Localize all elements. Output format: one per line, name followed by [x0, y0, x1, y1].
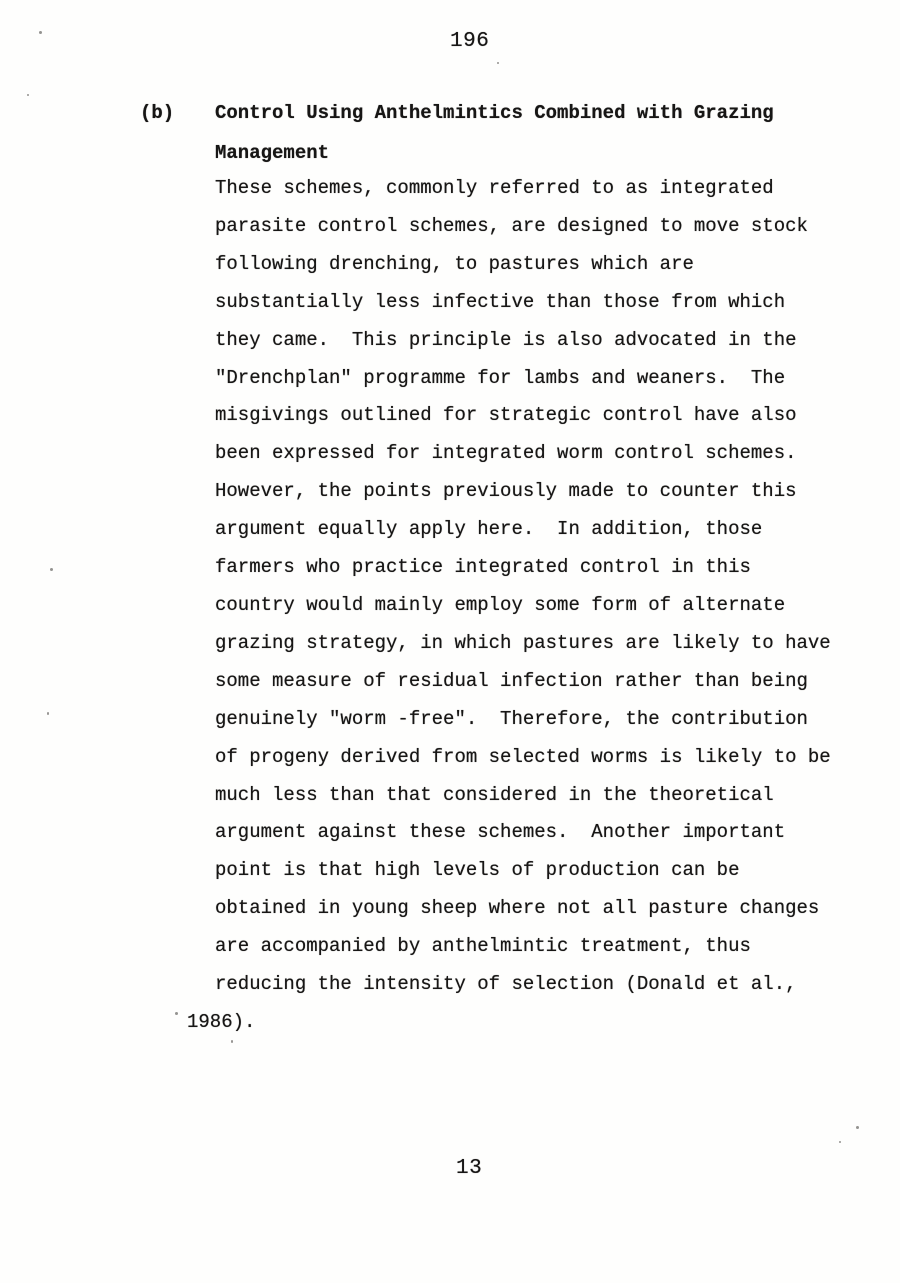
body-line: genuinely "worm -free". Therefore, the contribution [215, 707, 808, 730]
body-line: reducing the intensity of selection (Donald et al., [215, 973, 797, 996]
section-heading-line-1: Control Using Anthelmintics Combined with Grazing [215, 102, 774, 124]
body-line: misgivings outlined for strategic control have also [215, 404, 797, 427]
body-line: point is that high levels of production can be [215, 859, 740, 882]
body-line: they came. This principle is also advocated in the [215, 328, 797, 351]
body-line: are accompanied by anthelmintic treatment, thus [215, 935, 751, 958]
section-heading [215, 93, 774, 173]
body-line: "Drenchplan" programme for lambs and weaners. The [215, 366, 786, 389]
scan-speck [50, 568, 53, 571]
scan-speck [497, 62, 499, 64]
body-line: country would mainly employ some form of alternate [215, 593, 786, 616]
body-line: obtained in young sheep where not all pasture changes [215, 897, 820, 920]
body-line: of progeny derived from selected worms is likely to be [215, 745, 831, 768]
scan-speck [47, 712, 49, 715]
section-label: (b) [140, 102, 175, 124]
body-line: These schemes, commonly referred to as integrated [215, 177, 774, 199]
body-paragraph [187, 170, 875, 1042]
body-line: grazing strategy, in which pastures are likely to have [215, 631, 831, 654]
body-line: some measure of residual infection rather than being [215, 669, 808, 692]
body-line: farmers who practice integrated control in this [215, 556, 751, 579]
page-number-top: 196 [450, 30, 490, 53]
body-line: substantially less infective than those from which [215, 290, 786, 313]
body-line: following drenching, to pastures which are [215, 252, 694, 275]
scan-speck [231, 1040, 233, 1043]
page-number-bottom: 13 [456, 1157, 483, 1180]
body-line: argument against these schemes. Another important [215, 821, 786, 844]
scan-speck [39, 31, 42, 34]
body-line: However, the points previously made to counter this [215, 480, 797, 503]
body-line: parasite control schemes, are designed to move stock [215, 214, 808, 237]
section-b [140, 93, 774, 173]
body-line: been expressed for integrated worm control schemes. [215, 442, 797, 465]
body-line: argument equally apply here. In addition, those [215, 518, 763, 541]
scan-speck [27, 94, 29, 96]
scan-speck [175, 1012, 178, 1015]
body-line: 1986). [187, 1010, 256, 1033]
scan-speck [856, 1126, 859, 1129]
scan-speck [839, 1141, 841, 1143]
section-heading-line-2: Management [215, 142, 330, 164]
body-line: much less than that considered in the theoretical [215, 783, 774, 806]
